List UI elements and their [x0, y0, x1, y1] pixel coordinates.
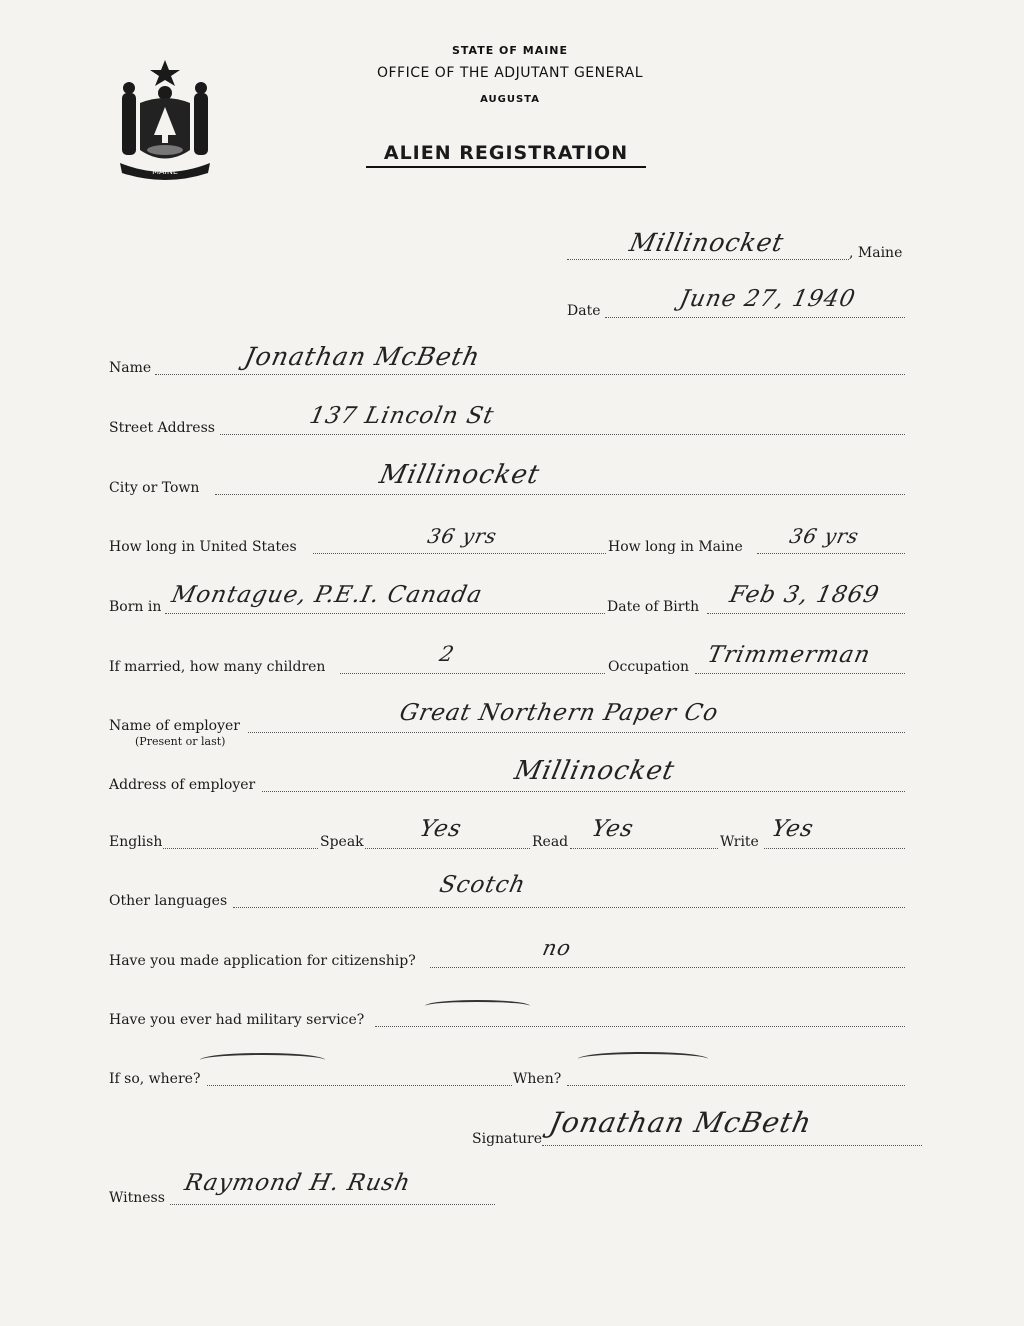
other-lang-line [233, 907, 905, 908]
how-long-us-line [313, 553, 606, 554]
employer-value: Great Northern Paper Co [397, 700, 722, 726]
dob-label: Date of Birth [607, 599, 700, 615]
employer-label: Name of employer [109, 718, 240, 734]
town-line [567, 259, 849, 260]
write-label: Write [720, 834, 759, 850]
witness-value: Raymond H. Rush [182, 1170, 414, 1196]
when-dash-mark [578, 1052, 708, 1066]
employer-address-label: Address of employer [109, 777, 256, 793]
read-label: Read [532, 834, 569, 850]
signature-label: Signature [472, 1131, 543, 1147]
born-in-line [165, 613, 605, 614]
city-town-value: Millinocket [376, 460, 543, 490]
military-line [375, 1026, 905, 1027]
dob-value: Feb 3, 1869 [727, 582, 882, 608]
witness-label: Witness [109, 1190, 165, 1206]
occupation-value: Trimmerman [705, 642, 874, 668]
state-heading: STATE OF MAINE [451, 44, 569, 57]
dob-line [707, 613, 905, 614]
street-line [220, 434, 905, 435]
citizenship-label: Have you made application for citizenship? [109, 953, 416, 969]
children-value: 2 [437, 642, 457, 666]
name-label: Name [109, 360, 152, 376]
speak-label: Speak [320, 834, 364, 850]
how-long-maine-label: How long in Maine [608, 539, 743, 555]
citizenship-value: no [540, 936, 574, 960]
other-lang-label: Other languages [109, 893, 228, 909]
employer-note: (Present or last) [135, 735, 226, 748]
occupation-line [695, 673, 905, 674]
city-town-label: City or Town [109, 480, 200, 496]
write-line [764, 848, 905, 849]
military-dash-mark [425, 1000, 530, 1012]
city-town-line [215, 494, 905, 495]
witness-line [170, 1204, 495, 1205]
where-line [207, 1085, 512, 1086]
maine-label: , Maine [849, 245, 903, 261]
signature-line [542, 1145, 922, 1146]
military-label: Have you ever had military service? [109, 1012, 365, 1028]
town-value: Millinocket [626, 228, 787, 257]
employer-address-line [262, 791, 905, 792]
english-line [163, 848, 318, 849]
when-line [567, 1085, 905, 1086]
date-label: Date [567, 303, 601, 319]
speak-value: Yes [417, 816, 465, 842]
where-label: If so, where? [109, 1071, 201, 1087]
name-line [155, 374, 905, 375]
when-label: When? [513, 1071, 562, 1087]
speak-line [365, 848, 530, 849]
street-value: 137 Lincoln St [307, 403, 497, 429]
children-label: If married, how many children [109, 659, 326, 675]
city-heading: AUGUSTA [480, 94, 540, 105]
other-lang-value: Scotch [437, 872, 529, 898]
how-long-us-value: 36 yrs [425, 524, 500, 548]
children-line [340, 673, 605, 674]
state-seal-icon [110, 55, 220, 180]
how-long-maine-value: 36 yrs [787, 524, 862, 548]
citizenship-line [430, 967, 905, 968]
employer-address-value: Millinocket [511, 756, 678, 786]
date-value: June 27, 1940 [677, 286, 858, 312]
name-value: Jonathan McBeth [241, 342, 484, 371]
how-long-maine-line [757, 553, 905, 554]
employer-line [248, 732, 905, 733]
born-in-label: Born in [109, 599, 162, 615]
signature-value: Jonathan McBeth [546, 1106, 816, 1139]
street-label: Street Address [109, 420, 215, 436]
write-value: Yes [769, 816, 817, 842]
how-long-us-label: How long in United States [109, 539, 297, 555]
english-label: English [109, 834, 163, 850]
form-title: ALIEN REGISTRATION [366, 142, 646, 168]
occupation-label: Occupation [608, 659, 690, 675]
svg-text:MAINE: MAINE [152, 167, 178, 176]
born-in-value: Montague, P.E.I. Canada [169, 582, 485, 608]
where-dash-mark [200, 1053, 325, 1067]
date-line [605, 317, 905, 318]
office-heading: OFFICE OF THE ADJUTANT GENERAL [376, 65, 644, 81]
read-value: Yes [589, 816, 637, 842]
read-line [570, 848, 718, 849]
